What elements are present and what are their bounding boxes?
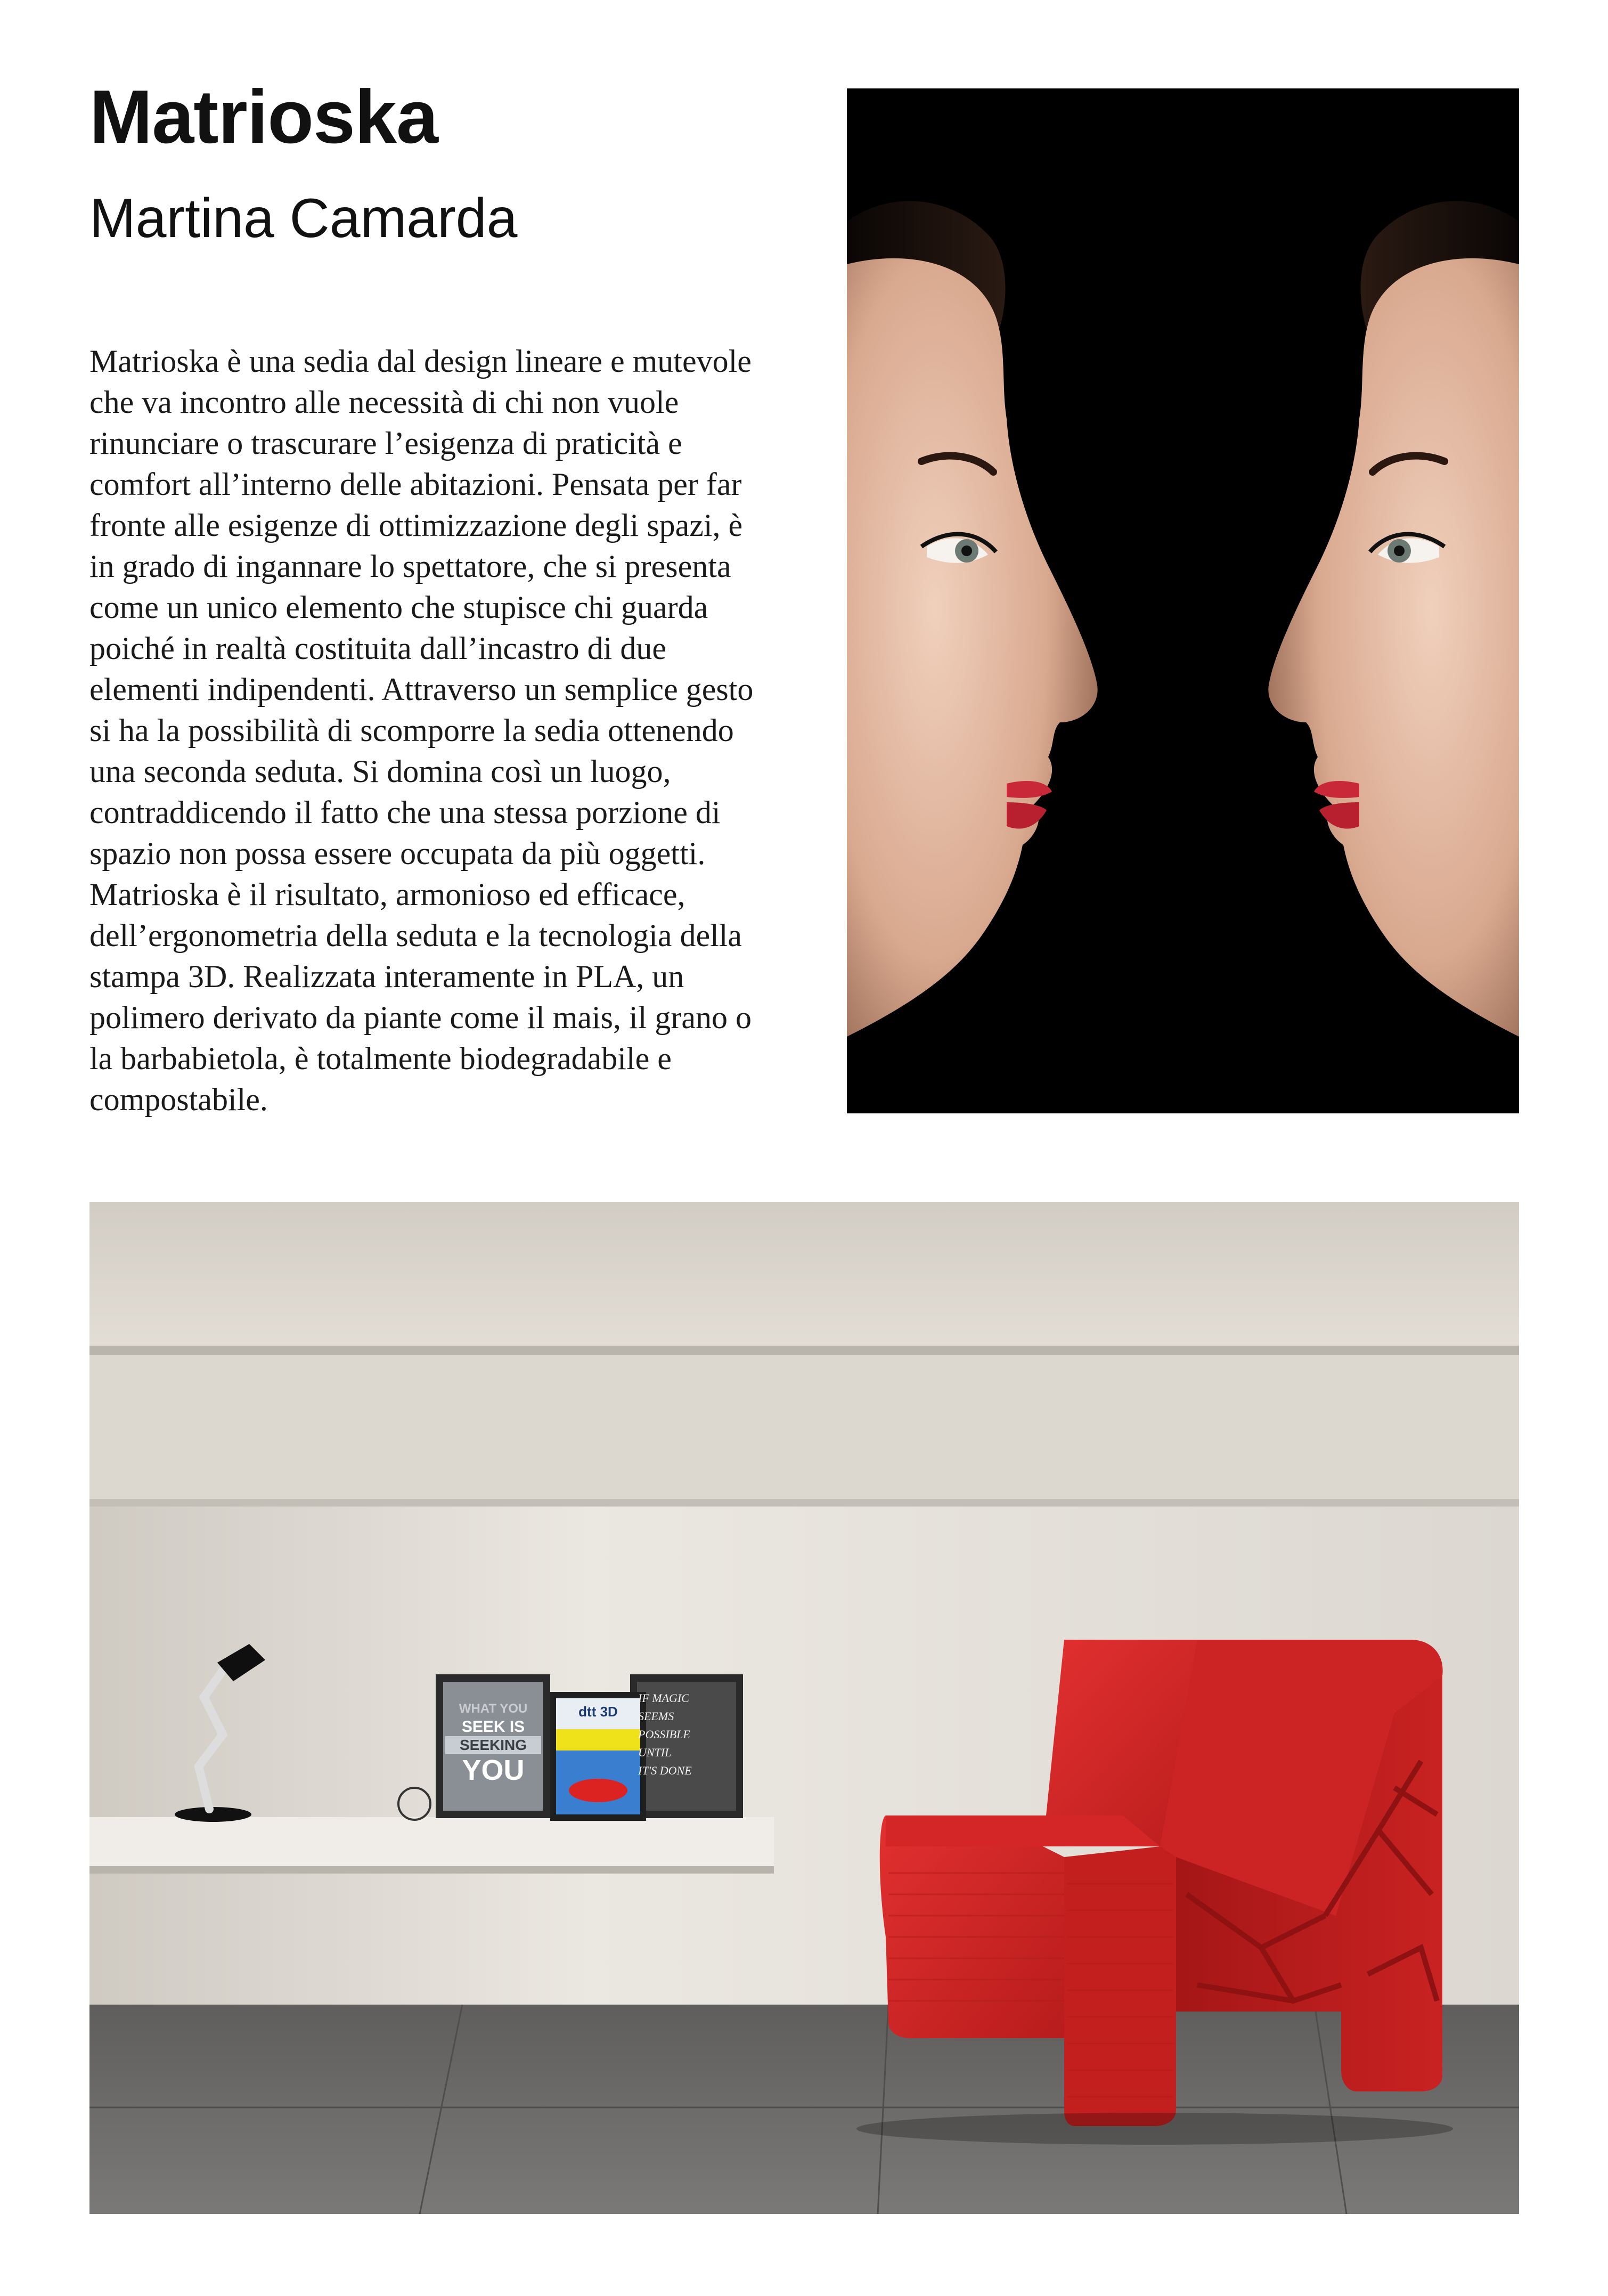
poster-left-line-4: YOU	[462, 1754, 525, 1786]
poster-right-line-2: SEEMS	[638, 1709, 674, 1723]
author-name: Martina Camarda	[89, 188, 518, 249]
mirrored-profiles-photo	[847, 88, 1519, 1113]
poster-left	[445, 1700, 541, 1786]
poster-right-line-1: IF MAGIC	[638, 1691, 689, 1705]
poster-right-line-4: UNTIL	[638, 1746, 672, 1759]
description-paragraph: Matrioska è una sedia dal design lineare e mutevole che va incontro alle necessità di chi non vuole rinunciare o trascurare l’esigenza di praticità e comfort all’interno delle abitazioni. Pensata per far fronte alle esigenze di ottimizzazione degli spazi, è in grado di ingannare lo spettatore, che si presenta come un unico elemento che stupisce chi guarda poiché in realtà costituita dall’incastro di due elementi indipendenti. Attraverso un semplice gesto si ha la possibilità di scomporre la sedia ottenendo una seconda seduta. Si domina così un luogo, contraddicendo il fatto che una stessa porzione di spazio non possa essere occupata da più oggetti. Matrioska è il risultato, armonioso ed efficace, dell’ergonometria della seduta e la tecnologia della stampa 3D. Realizzata interamente in PLA, un polimero derivato da piante come il mais, il grano o la barbabietola, è totalmente biodegradabile e compostabile.	[89, 344, 754, 1117]
poster-center-logo: dtt 3D	[578, 1704, 618, 1720]
poster-right	[638, 1689, 702, 1780]
poster-right-line-3: POSSIBLE	[638, 1728, 690, 1741]
page-title: Matrioska	[89, 75, 438, 159]
poster-left-line-1: WHAT YOU	[459, 1701, 528, 1716]
poster-left-line-3: SEEKING	[445, 1736, 541, 1754]
poster-right-line-5: IT'S DONE	[638, 1764, 692, 1777]
chair-interior-photo	[89, 1202, 1519, 2214]
poster-left-line-2: SEEK IS	[461, 1718, 525, 1736]
